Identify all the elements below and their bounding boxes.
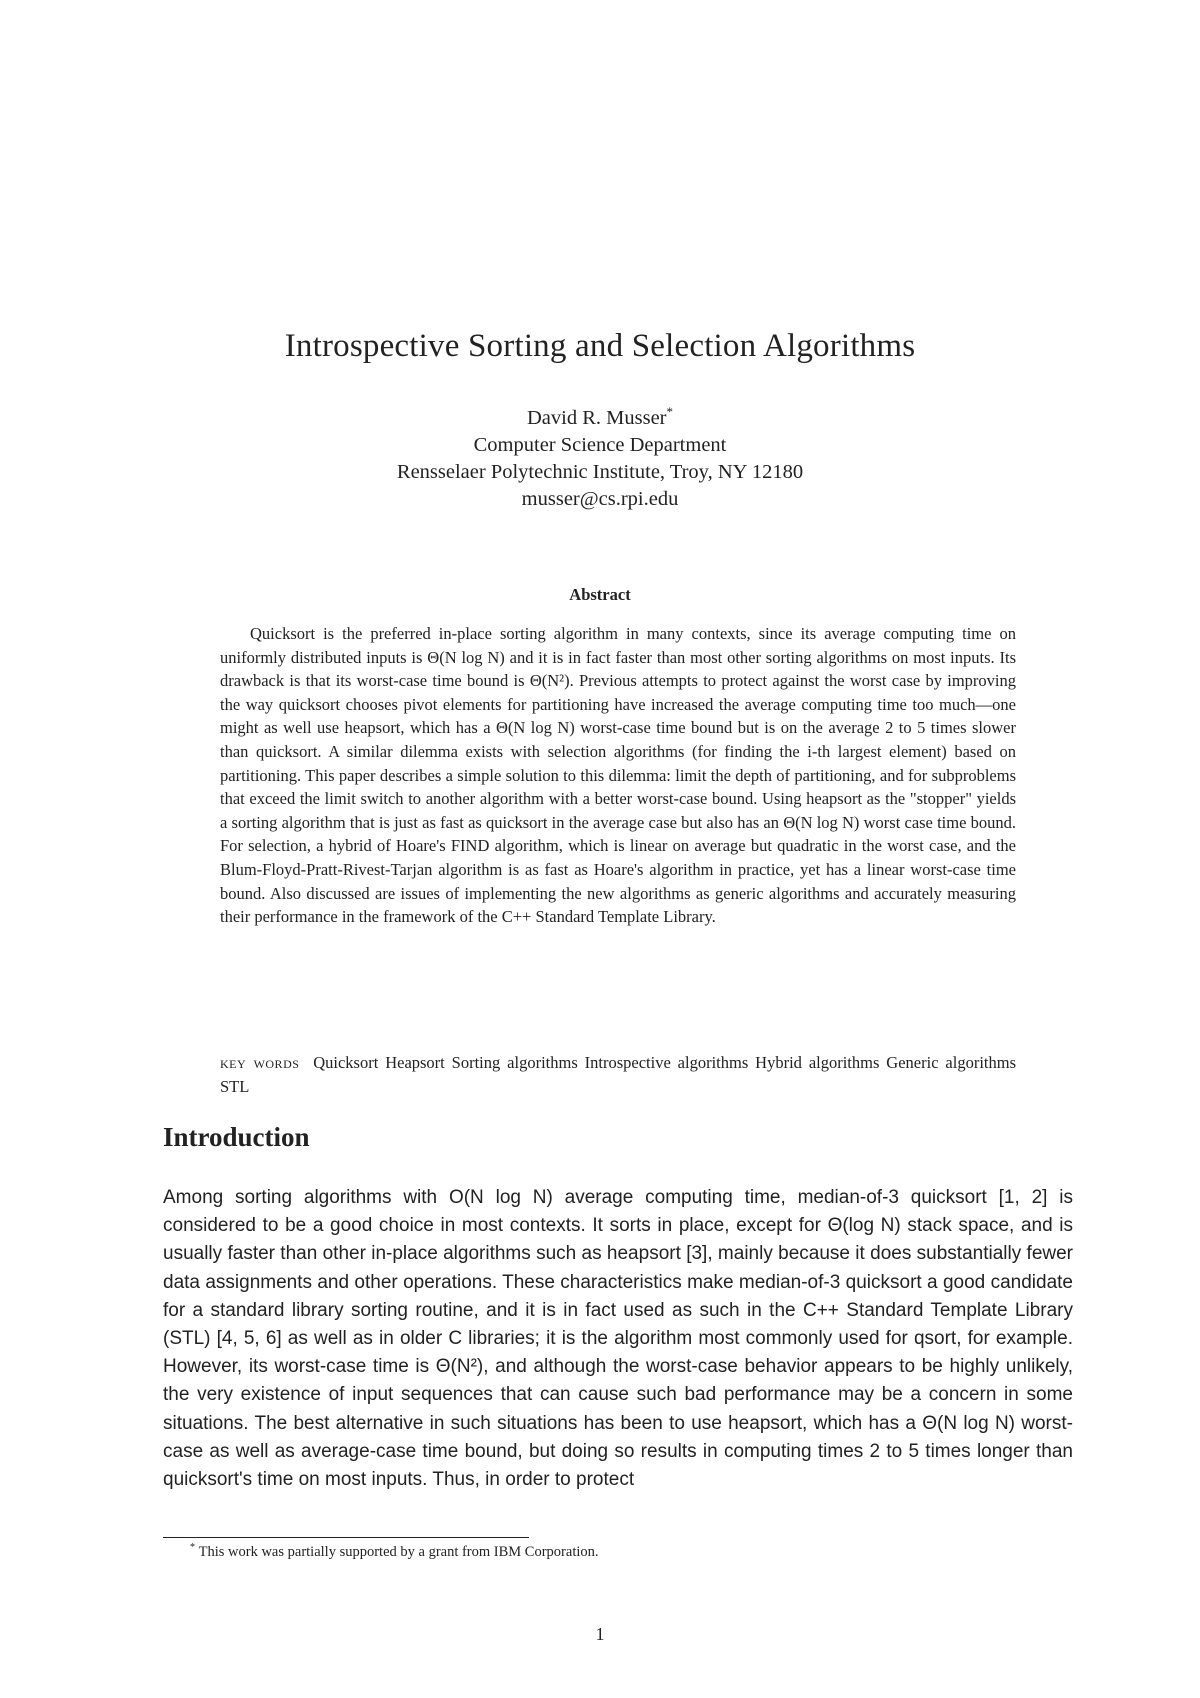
author-name: David R. Musser [526, 406, 667, 429]
keywords [220, 1051, 1016, 1098]
introduction-body: Among sorting algorithms with O(N log N) average computing time, median-of-3 quicksort [1, 2] is considered to be a good choice in most contexts. It sorts in place, except for Θ(log N) stack space, and is usually faster than other in-place algorithms such as heapsort [3], mainly because it does substantially fewer data assignments and other operations. These characteristics make median-of-3 quicksort a good candidate for a standard library sorting routine, and it is in fact used as such in the C++ Standard Template Library (STL) [4, 5, 6] as well as in older C libraries; it is the algorithm most commonly used for qsort, for example. However, its worst-case time is Θ(N²), and although the worst-case behavior appears to be highly unlikely, the very existence of input sequences that can cause such bad performance may be a concern in some situations. The best alternative in such situations has been to use heapsort, which has a Θ(N log N) worst-case as well as average-case time bound, but doing so results in computing times 2 to 5 times longer than quicksort's time on most inputs. Thus, in order to protect [163, 1187, 1073, 1491]
abstract-body [220, 622, 1016, 929]
author-institution: Rensselaer Polytechnic Institute, Troy, NY 12180 [396, 460, 804, 483]
author-line [0, 398, 1200, 432]
abstract-heading: Abstract [569, 585, 631, 604]
footnote-mark: * [190, 1542, 195, 1553]
footnote-rule [163, 1537, 529, 1538]
section-heading-introduction: Introduction [163, 1122, 310, 1152]
page-number: 1 [595, 1624, 605, 1644]
footnote [190, 1542, 599, 1561]
keywords-label: key words [220, 1053, 300, 1072]
paper-title: Introspective Sorting and Selection Algorithms [284, 328, 916, 364]
author-footnote-mark: * [666, 404, 673, 419]
footnote-text: This work was partially supported by a grant from IBM Corporation. [198, 1543, 599, 1560]
author-block [0, 398, 1200, 513]
author-department: Computer Science Department [473, 433, 727, 456]
keywords-text: Quicksort Heapsort Sorting algorithms Introspective algorithms Hybrid algorithms Generic algorithms STL [220, 1053, 1016, 1096]
abstract-text: Quicksort is the preferred in-place sorting algorithm in many contexts, since its average computing time on uniformly distributed inputs is Θ(N log N) and it is in fact faster than most other sorting algorithms on most inputs. Its drawback is that its worst-case time bound is Θ(N²). Previous attempts to protect against the worst case by improving the way quicksort chooses pivot elements for partitioning have increased the average computing time too much—one might as well use heapsort, which has a Θ(N log N) worst-case time bound but is on the average 2 to 5 times slower than quicksort. A similar dilemma exists with selection algorithms (for finding the i-th largest element) based on partitioning. This paper describes a simple solution to this dilemma: limit the depth of partitioning, and for subproblems that exceed the limit switch to another algorithm with a better worst-case bound. Using heapsort as the "stopper" yields a sorting algorithm that is just as fast as quicksort in the average case but also has an Θ(N log N) worst case time bound. For selection, a hybrid of Hoare's FIND algorithm, which is linear on average but quadratic in the worst case, and the Blum-Floyd-Pratt-Rivest-Tarjan algorithm is as fast as Hoare's algorithm in practice, yet has a linear worst-case time bound. Also discussed are issues of implementing the new algorithms as generic algorithms and accurately measuring their performance in the framework of the C++ Standard Template Library. [220, 624, 1016, 927]
author-email: musser@cs.rpi.edu [521, 487, 679, 510]
